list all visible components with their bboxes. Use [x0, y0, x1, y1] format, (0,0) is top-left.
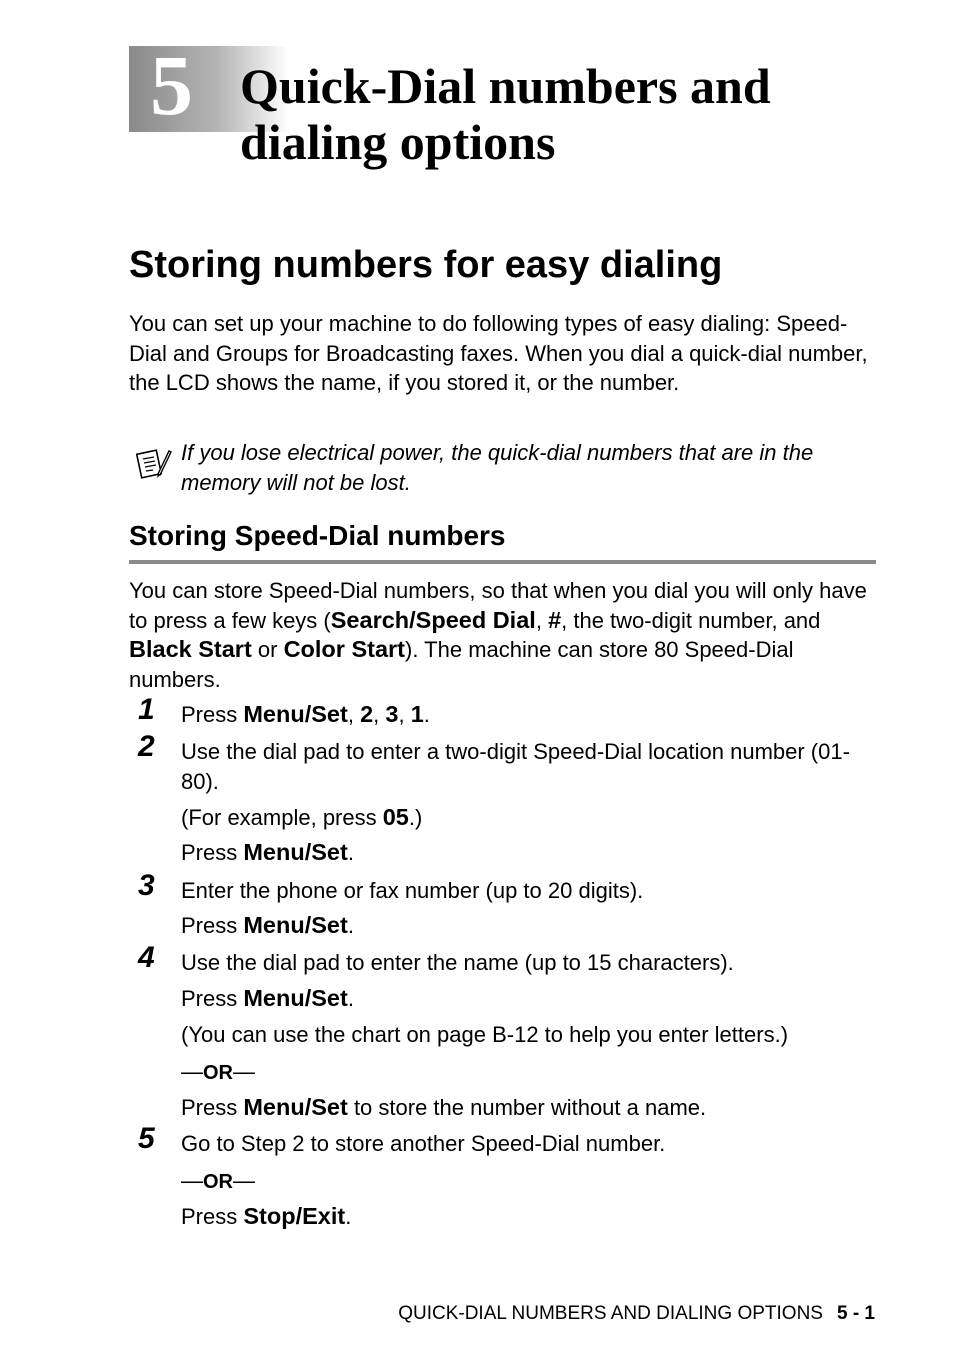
step-4-alt: Press Menu/Set to store the number without a name.	[181, 1094, 707, 1120]
step-4-press: Press Menu/Set.	[181, 985, 354, 1011]
step-number-5: 5	[138, 1122, 155, 1155]
step-5-or: —OR—	[181, 1168, 255, 1193]
section-intro: You can set up your machine to do following types of easy dialing: Speed-Dial and Groups for Broadcasting faxes. When you dial a quick-dial number, the LCD shows the name, if you stored it, or the number.	[129, 311, 868, 395]
chapter-number: 5	[150, 37, 193, 133]
note-text: If you lose electrical power, the quick-dial numbers that are in the memory will not be lost.	[181, 440, 814, 495]
step-number-1: 1	[138, 693, 155, 726]
step-3-press: Press Menu/Set.	[181, 912, 354, 938]
footer-title: QUICK-DIAL NUMBERS AND DIALING OPTIONS	[398, 1303, 823, 1324]
page-footer	[398, 1302, 875, 1326]
step-4-text: Use the dial pad to enter the name (up to 15 characters).	[181, 950, 734, 975]
step-3-text: Enter the phone or fax number (up to 20 digits).	[181, 878, 644, 903]
note-pencil-icon	[136, 446, 172, 482]
step-1-text: Press Menu/Set, 2, 3, 1.	[181, 701, 430, 727]
step-4-or: —OR—	[181, 1059, 255, 1084]
chapter-title: Quick-Dial numbers and dialing options	[240, 58, 771, 170]
step-2-text: Use the dial pad to enter a two-digit Speed-Dial location number (01-80).	[181, 739, 850, 794]
step-5-press: Press Stop/Exit.	[181, 1203, 352, 1229]
step-number-2: 2	[138, 730, 155, 763]
step-4-hint: (You can use the chart on page B-12 to help you enter letters.)	[181, 1022, 789, 1047]
step-number-4: 4	[138, 941, 155, 974]
step-2-press: Press Menu/Set.	[181, 839, 354, 865]
page-number: 5 - 1	[836, 1303, 875, 1324]
step-number-3: 3	[138, 869, 155, 902]
subsection-intro: You can store Speed-Dial numbers, so that when you dial you will only have to press a few keys (Search/Speed Dial, #, the two-digit number, and Black Start or Color Start). The machine can store 80 Speed-Dial numbers.	[129, 578, 867, 692]
subsection-title: Storing Speed-Dial numbers	[129, 520, 506, 551]
subsection-rule	[129, 560, 876, 564]
step-5-text: Go to Step 2 to store another Speed-Dial number.	[181, 1131, 666, 1156]
section-title: Storing numbers for easy dialing	[129, 244, 723, 286]
step-2-example: (For example, press 05.)	[181, 804, 423, 830]
